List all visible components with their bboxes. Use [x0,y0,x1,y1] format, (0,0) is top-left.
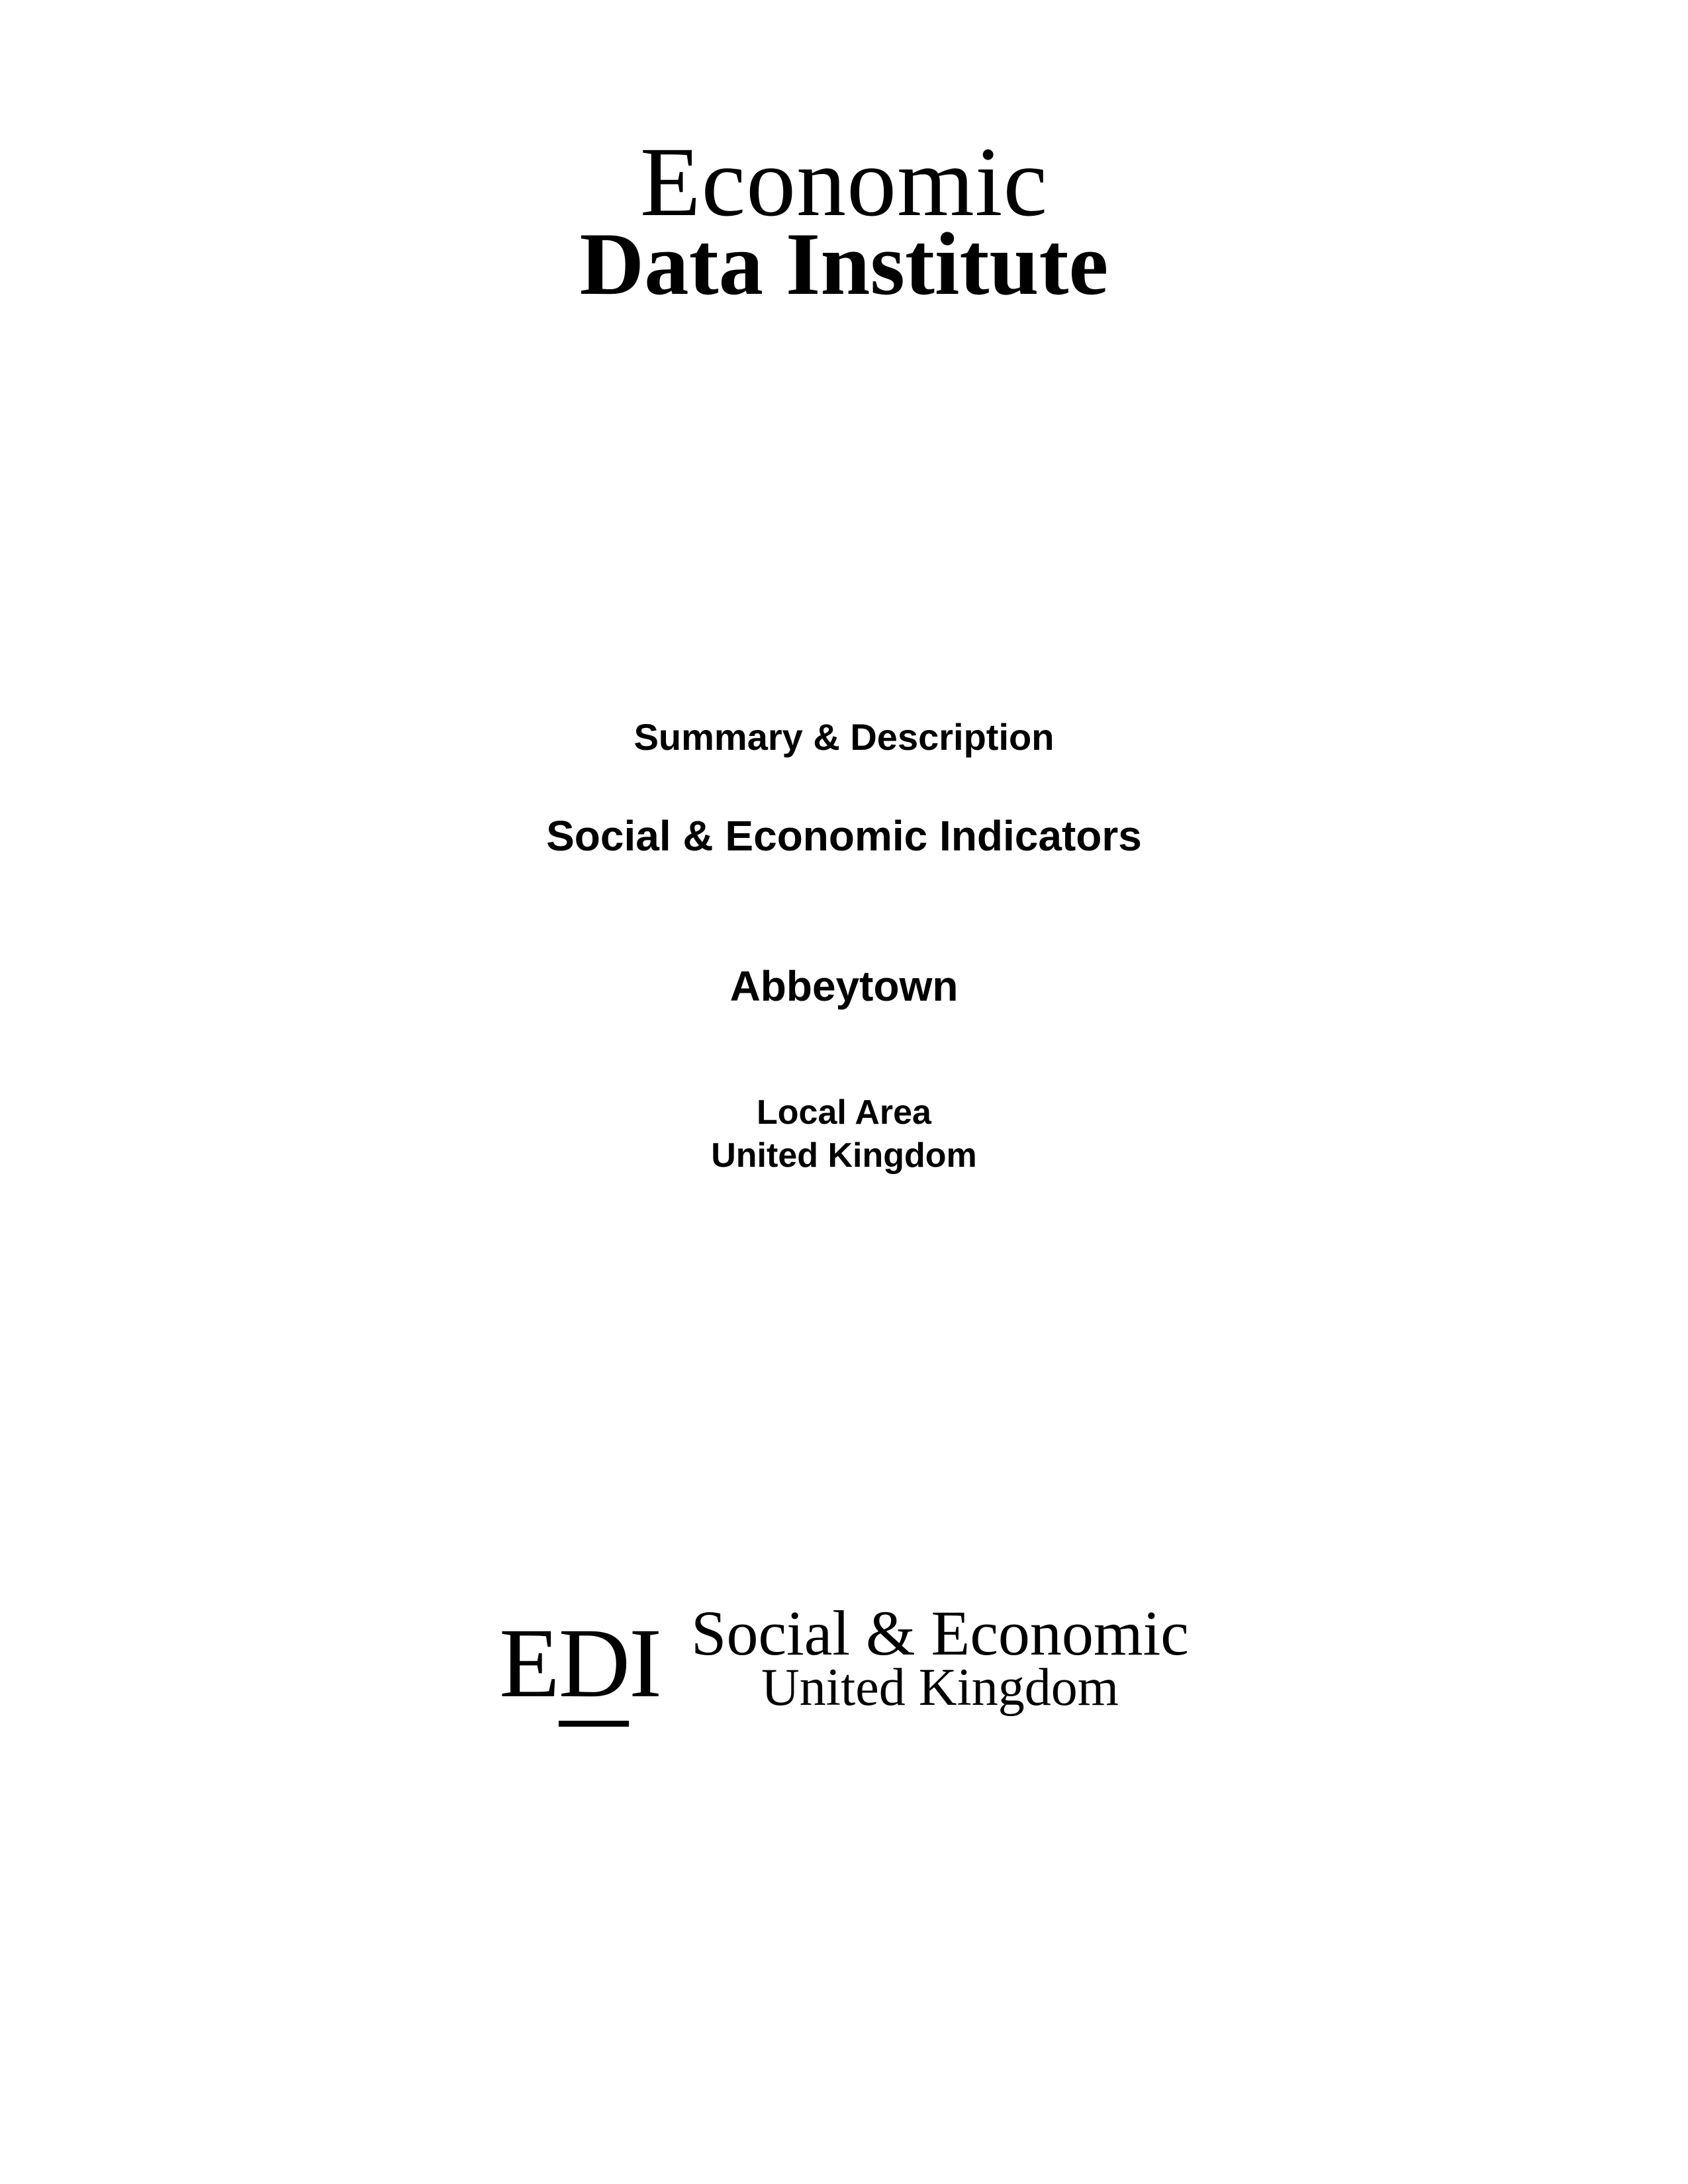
document-type-heading: Summary & Description [633,716,1055,758]
area-level-label: Local Area [757,1093,931,1132]
publisher-masthead [0,127,1688,314]
area-name-heading: Abbeytown [729,962,959,1010]
edi-acronym [499,1608,661,1718]
masthead-line-economic: Economic [639,127,1049,237]
edi-tagline [691,1598,1189,1717]
edi-tagline-line1: Social & Economic [691,1598,1189,1668]
document-subject-heading: Social & Economic Indicators [546,812,1142,860]
edi-letter-e: E [499,1608,559,1718]
edi-letter-i: I [629,1608,661,1718]
edi-footer-logo [0,1598,1688,1718]
masthead-line-data-institute: Data Institute [579,215,1109,314]
cover-title-block [0,715,1688,1177]
edi-tagline-line2: United Kingdom [761,1659,1119,1717]
country-label: United Kingdom [711,1136,977,1175]
edi-letter-d: D [559,1608,629,1727]
